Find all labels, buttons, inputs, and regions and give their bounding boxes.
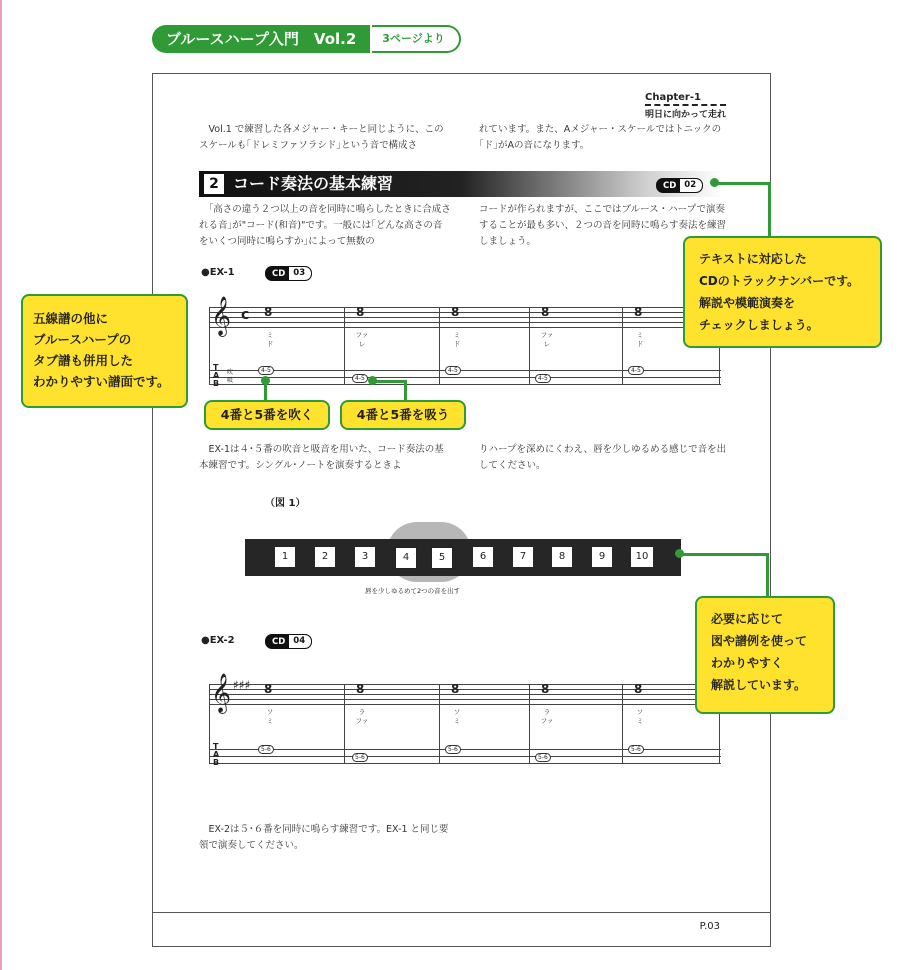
common-time-icon: c bbox=[241, 307, 250, 323]
key-signature-sharps-icon: ♯♯♯ bbox=[233, 678, 251, 692]
connector-draw-v bbox=[404, 380, 407, 402]
note-chord: 8 bbox=[541, 305, 550, 319]
tab-number: 5-6 bbox=[258, 745, 274, 754]
connector-figure-v bbox=[766, 553, 769, 598]
cd-badge-02 bbox=[656, 178, 703, 193]
hole-3: 3 bbox=[355, 547, 375, 567]
section-heading bbox=[199, 171, 723, 197]
connector-cd bbox=[714, 182, 770, 185]
cd-badge-track: 02 bbox=[680, 179, 702, 192]
header-banner bbox=[152, 25, 461, 53]
cd-badge-label: CD bbox=[272, 268, 286, 279]
banner-ref: 3ページより bbox=[358, 25, 460, 53]
ex1-text-right: りハープを深めにくわえ、唇を少しゆるめる感じで音を出してください。 bbox=[479, 444, 727, 471]
connector-dot-cd bbox=[710, 178, 719, 187]
callout-figure: 必要に応じて 図や譜例を使って わかりやすく 解説しています。 bbox=[695, 596, 835, 714]
cd-badge-label: CD bbox=[663, 180, 677, 191]
blow-label: 吹 bbox=[227, 369, 234, 376]
cd-badge-track: 03 bbox=[289, 267, 311, 280]
footer-rule bbox=[153, 912, 770, 913]
cd-badge-label: CD bbox=[272, 636, 286, 647]
connector-cd-v bbox=[768, 182, 771, 238]
draw-label: 吸 bbox=[227, 377, 234, 384]
treble-clef-icon: 𝄞 bbox=[211, 296, 232, 336]
callout-blow: 4番と5番を吹く bbox=[204, 400, 330, 430]
hole-9: 9 bbox=[592, 547, 612, 567]
syllable: ソ ミ bbox=[453, 708, 461, 725]
syllable: ラ ファ bbox=[355, 708, 369, 725]
syllable: ファ レ bbox=[355, 331, 369, 348]
tab-number: 4-5 bbox=[628, 366, 644, 375]
ex1-score bbox=[209, 296, 721, 388]
syllable: ソ ミ bbox=[636, 708, 644, 725]
callout-score: 五線譜の他に ブルースハープの タブ譜も併用した わかりやすい譜面です。 bbox=[21, 294, 188, 408]
chapter-title: 明日に向かって走れ bbox=[645, 104, 726, 120]
syllable: ミ ド bbox=[636, 331, 644, 348]
note-chord: 8 bbox=[264, 305, 273, 319]
connector-draw-h bbox=[372, 380, 406, 383]
page-preview bbox=[152, 73, 771, 947]
section-number: 2 bbox=[204, 174, 224, 194]
tab-number: 4-5 bbox=[258, 366, 274, 375]
hole-4: 4 bbox=[395, 547, 417, 569]
hole-10: 10 bbox=[631, 547, 653, 567]
intro-left: Vol.1 で練習した各メジャー・キーと同じように、このスケールも｢ドレミファソラシド｣という音で構成さ bbox=[199, 124, 444, 151]
note-chord: 8 bbox=[634, 305, 643, 319]
note-chord: 8 bbox=[541, 682, 550, 696]
tab-number: 4-5 bbox=[352, 374, 368, 383]
left-edge-line bbox=[0, 0, 2, 970]
note-chord: 8 bbox=[451, 682, 460, 696]
tab-number: 4-5 bbox=[535, 374, 551, 383]
note-chord: 8 bbox=[264, 682, 273, 696]
banner-title: ブルースハープ入門 Vol.2 bbox=[152, 25, 372, 53]
connector-dot-blow bbox=[261, 376, 270, 385]
hole-7: 7 bbox=[513, 547, 533, 567]
connector-dot-figure bbox=[675, 549, 684, 558]
hole-8: 8 bbox=[552, 547, 572, 567]
figure-caption: 唇を少しゆるめて2つの音を出す bbox=[365, 587, 461, 595]
cd-badge-04 bbox=[265, 634, 312, 649]
ex2-text: EX-2は５･６番を同時に鳴らす練習です。EX-1 と同じ要領で演奏してください。 bbox=[199, 824, 449, 851]
section-text-left: ｢高さの違う２つ以上の音を同時に鳴らしたときに合成される音｣が"コード(和音)"です。一般には｢どんな高さの音をいくつ同時に鳴らすか｣によって無数の bbox=[199, 204, 451, 247]
note-chord: 8 bbox=[356, 305, 365, 319]
page-number: P.03 bbox=[699, 921, 720, 932]
syllable: ファ レ bbox=[540, 331, 554, 348]
hole-5: 5 bbox=[431, 547, 453, 569]
ex2-score bbox=[209, 673, 721, 767]
tab-number: 4-5 bbox=[445, 366, 461, 375]
ex1-text-left: EX-1は４･５番の吹音と吸音を用いた、コード奏法の基本練習です。シングル･ノートを演奏するときよ bbox=[199, 444, 444, 471]
syllable: ソ ミ bbox=[266, 708, 274, 725]
syllable: ミ ド bbox=[266, 331, 274, 348]
chapter-heading bbox=[645, 92, 726, 120]
callout-draw: 4番と5番を吸う bbox=[340, 400, 466, 430]
ex2-label: ●EX-2 bbox=[201, 635, 235, 646]
tab-clef-icon: T A B bbox=[213, 742, 220, 767]
treble-clef-icon: 𝄞 bbox=[211, 673, 232, 713]
tab-number: 5-6 bbox=[445, 745, 461, 754]
chapter-label: Chapter-1 bbox=[644, 92, 701, 103]
ex1-label: ●EX-1 bbox=[201, 267, 235, 278]
note-chord: 8 bbox=[356, 682, 365, 696]
hole-2: 2 bbox=[315, 547, 335, 567]
tab-number: 5-6 bbox=[628, 745, 644, 754]
hole-1: 1 bbox=[275, 547, 295, 567]
intro-right: れています。また、Aメジャー・スケールではトニックの｢ド｣がAの音になります。 bbox=[479, 124, 722, 151]
note-chord: 8 bbox=[451, 305, 460, 319]
cd-badge-track: 04 bbox=[289, 635, 311, 648]
callout-cd: テキストに対応した CDのトラックナンバーです。 解説や模範演奏を チェックしましょう。 bbox=[683, 236, 882, 348]
syllable: ミ ド bbox=[453, 331, 461, 348]
section-text-right: コードが作られますが、ここではブルース・ハープで演奏することが最も多い、２つの音を同時に鳴らす奏法を練習しましょう。 bbox=[479, 204, 727, 247]
syllable: ラ ファ bbox=[540, 708, 554, 725]
section-title: コード奏法の基本練習 bbox=[233, 174, 394, 193]
connector-figure bbox=[680, 553, 768, 556]
tab-number: 5-6 bbox=[352, 753, 368, 762]
tab-clef-icon: T A B bbox=[213, 363, 220, 388]
note-chord: 8 bbox=[634, 682, 643, 696]
hole-6: 6 bbox=[473, 547, 493, 567]
tab-number: 5-6 bbox=[535, 753, 551, 762]
connector-dot-draw bbox=[368, 376, 377, 385]
harmonica-hole-strip bbox=[245, 539, 681, 576]
figure-label: （図 1） bbox=[265, 498, 306, 509]
cd-badge-03 bbox=[265, 266, 312, 281]
